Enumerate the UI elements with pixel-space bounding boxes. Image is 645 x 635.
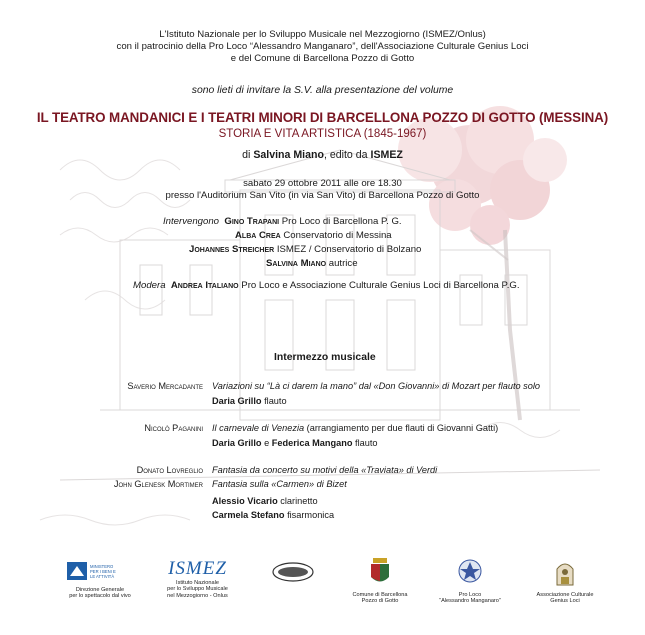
performer-name: Carmela Stefano	[212, 510, 285, 520]
piece-work: Variazioni su “Là ci darem la mano” dal «Don Giovanni» di Mozart per flauto solo	[212, 381, 541, 391]
header-line-1: L'Istituto Nazionale per lo Sviluppo Musicale nel Mezzogiorno (ISMEZ/Onlus)	[159, 29, 486, 40]
svg-text:LE ATTIVITÀ: LE ATTIVITÀ	[90, 574, 115, 579]
speaker-role: Pro Loco di Barcellona P. G.	[281, 216, 402, 227]
author-prefix: di	[242, 149, 251, 161]
ministry-logo	[60, 560, 140, 600]
performer-name: Daria Grillo	[212, 396, 262, 406]
piece-work: Fantasia da concerto su motivi della «Traviata» di Verdi	[212, 465, 438, 475]
logo-caption: Associazione Culturale	[536, 592, 594, 598]
speaker-row	[163, 216, 623, 228]
composer-name: Saverio Mercadante	[127, 381, 203, 391]
book-title: IL TEATRO MANDANICI E I TEATRI MINORI DI BARCELLONA POZZO DI GOTTO (MESSINA)	[36, 110, 609, 125]
moderator-name: Andrea Italiano	[170, 280, 239, 291]
event-datetime: sabato 29 ottobre 2011 alle ore 18.30	[243, 178, 402, 189]
logo-caption: Pro Loco	[458, 592, 482, 598]
header	[0, 29, 645, 65]
speaker-role: Conservatorio di Messina	[283, 230, 392, 241]
logo-caption: Comune di Barcellona	[352, 592, 408, 598]
performer-name: Alessio Vicario	[212, 496, 278, 506]
speaker-row	[163, 230, 623, 242]
publisher-name: ISMEZ	[370, 149, 403, 161]
author-line	[0, 149, 645, 161]
logo-caption: Genius Loci	[550, 598, 580, 605]
event-venue: presso l'Auditorium San Vito (in via San Vito) di Barcellona Pozzo di Gotto	[165, 190, 480, 201]
header-line-2: con il patrocinio della Pro Loco “Alessandro Manganaro”, dell'Associazione Culturale Genius Loci	[116, 41, 529, 52]
book-subtitle: STORIA E VITA ARTISTICA (1845-1967)	[218, 128, 427, 140]
performer-instrument: flauto	[355, 438, 378, 448]
comune-crest-icon	[369, 557, 391, 587]
speaker-name: Gino Trapani	[224, 216, 280, 227]
logo-caption: Direzione Generale	[75, 587, 125, 593]
composer-name: Nicolò Paganini	[144, 423, 203, 433]
piece-work: Fantasia sulla «Carmen» di Bizet	[212, 479, 347, 489]
piece-performers	[212, 396, 287, 408]
piece-work-detail: (arrangiamento per due flauti di Giovanni Gatti)	[304, 423, 499, 433]
orchestra-logo-icon	[271, 561, 315, 583]
event-info	[0, 178, 645, 202]
speakers-block	[163, 216, 623, 270]
composer-name: Donato Lovreglio	[136, 465, 203, 475]
intermezzo-heading: Intermezzo musicale	[274, 352, 376, 363]
moderator-line	[133, 280, 633, 292]
performer-instrument: clarinetto	[280, 496, 318, 506]
ismez-wordmark: ISMEZ	[168, 558, 227, 579]
speaker-name: Johannes Streicher	[189, 244, 275, 255]
performer-conj: e	[264, 438, 270, 448]
svg-text:PER I BENI E: PER I BENI E	[90, 569, 116, 574]
author-suffix: , edito da	[323, 149, 368, 161]
logo-caption: per lo Sviluppo Musicale	[167, 586, 228, 593]
speaker-role: autrice	[328, 258, 358, 269]
moderator-role: Pro Loco e Associazione Culturale Genius Loci di Barcellona P.G.	[241, 280, 520, 291]
speakers-label: Intervengono	[163, 216, 220, 227]
moderator-label: Modera	[133, 280, 166, 291]
performer-name: Federica Mangano	[271, 438, 353, 448]
speaker-row	[163, 258, 623, 270]
piece-work	[212, 423, 632, 435]
pro-loco-logo	[430, 557, 510, 605]
ministry-mark: MINISTERO	[90, 564, 114, 569]
logo-caption: nel Mezzogiorno - Onlus	[167, 592, 228, 599]
speaker-name: Alba Crea	[235, 230, 281, 241]
performer-name: Daria Grillo	[212, 438, 262, 448]
orchestra-logo	[268, 561, 318, 588]
speaker-name: Salvina Miano	[266, 258, 327, 269]
ministry-logo-icon	[65, 560, 135, 582]
invite-line: sono lieti di invitare la S.V. alla presentazione del volume	[191, 85, 454, 96]
logo-caption: per lo spettacolo dal vivo	[69, 593, 131, 600]
piece-performers	[212, 438, 378, 450]
logo-caption: “Alessandro Manganaro”	[439, 598, 501, 605]
performer-instrument: flauto	[264, 396, 287, 406]
author-name: Salvina Miano	[253, 149, 324, 161]
pro-loco-crest-icon	[455, 557, 485, 587]
piece-work-title: Il carnevale di Venezia	[212, 423, 305, 433]
composer-name: John Glenesk Mortimer	[113, 479, 203, 489]
speaker-role: ISMEZ / Conservatorio di Bolzano	[276, 244, 422, 255]
logo-caption: Istituto Nazionale	[176, 580, 219, 586]
ismez-logo	[150, 558, 245, 599]
piece-performers	[212, 510, 334, 522]
performer-instrument: fisarmonica	[287, 510, 335, 520]
header-line-3: e del Comune di Barcellona Pozzo di Gotto	[230, 53, 415, 64]
genius-loci-logo	[530, 557, 600, 605]
logo-caption: Pozzo di Gotto	[361, 598, 399, 605]
genius-loci-icon	[553, 557, 577, 587]
piece-performers	[212, 496, 318, 508]
comune-logo	[345, 557, 415, 605]
speaker-row	[163, 244, 623, 256]
